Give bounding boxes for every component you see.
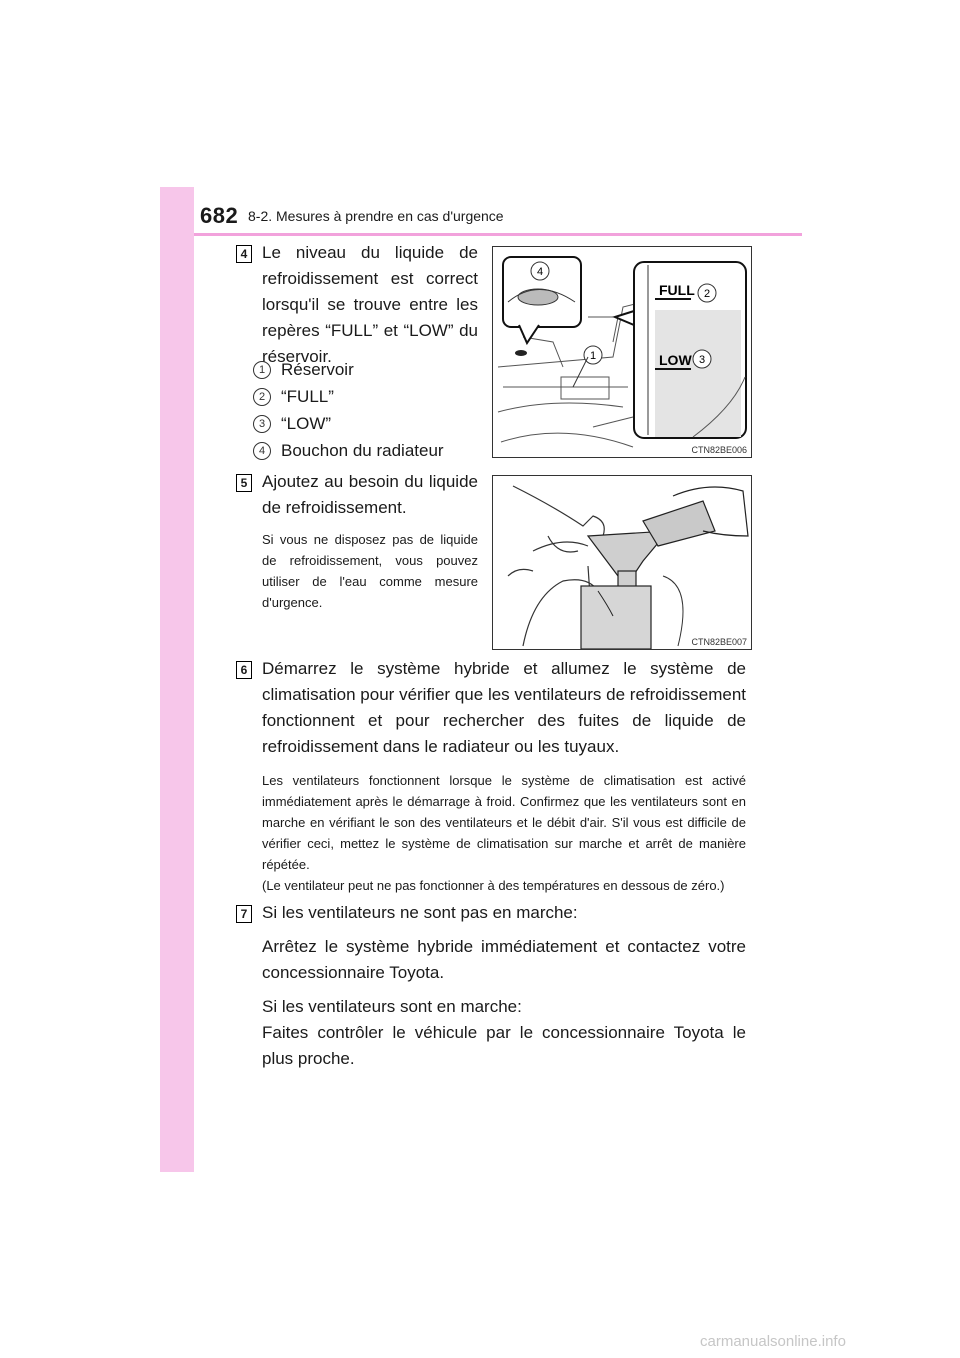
step-5-note: Si vous ne disposez pas de liquide de refroidissement, vous pouvez utiliser de l'eau comme mesure d'urgence.	[262, 532, 478, 610]
add-coolant-illustration	[493, 476, 751, 649]
step-5-paragraph: Ajoutez au besoin du liquide de refroidissement.	[262, 472, 478, 517]
watermark: carmanualsonline.info	[700, 1333, 846, 1350]
low-mark: LOW	[659, 352, 692, 368]
step-7-condition-1: Si les ventilateurs ne sont pas en marche:	[262, 903, 578, 922]
step-6-marker: 6	[236, 661, 252, 679]
figure-code: CTN82BE006	[691, 445, 747, 455]
section-title: 8-2. Mesures à prendre en cas d'urgence	[248, 208, 504, 224]
header-rule	[194, 233, 802, 236]
svg-text:3: 3	[698, 354, 706, 366]
step-6-note-1: Les ventilateurs fonctionnent lorsque le système de climatisation est activé immédiatement après le démarrage à froid. Confirmez que les ventilateurs sont en marche en vérifiant le son des ventilateurs et le débit d'air. S'il vous est difficile de vérifier ceci, mettez le système de climatisation sur marche et arrêt de manière répétée.	[262, 773, 746, 872]
page-number: 682	[200, 203, 239, 228]
step-5-marker: 5	[236, 474, 252, 492]
step-6-text	[262, 656, 746, 896]
step-4-paragraph: Le niveau du liquide de refroidissement est correct lorsqu'il se trouve entre les repères “FULL” et “LOW” du réservoir.	[262, 243, 478, 366]
svg-text:2: 2	[703, 288, 711, 300]
step-7-text	[262, 900, 746, 1072]
figure-code: CTN82BE007	[691, 637, 747, 647]
callout-2-marker: 2	[253, 388, 271, 406]
step-6-note-2: (Le ventilateur peut ne pas fonctionner à des températures en dessous de zéro.)	[262, 878, 725, 893]
reservoir-zoom-panel	[615, 262, 746, 438]
step-5-text	[262, 469, 478, 613]
full-mark: FULL	[659, 282, 695, 298]
svg-text:4: 4	[536, 266, 544, 278]
callout-1-marker: 1	[253, 361, 271, 379]
callout-2-label: “FULL”	[281, 387, 334, 406]
step-4-marker: 4	[236, 245, 252, 263]
coolant-reservoir-figure	[492, 246, 752, 458]
callout-3-label: “LOW”	[281, 414, 332, 433]
svg-text:1: 1	[589, 350, 597, 362]
callout-4-label: Bouchon du radiateur	[281, 441, 444, 460]
callout-3-marker: 3	[253, 415, 271, 433]
step-7-action-1: Arrêtez le système hybride immédiatement et contactez votre concessionnaire Toyota.	[262, 937, 746, 982]
step-4-text	[262, 240, 478, 370]
step-6-paragraph: Démarrez le système hybride et allumez le système de climatisation pour vérifier que les ventilateurs de refroidissement fonctionnent et pour rechercher des fuites de liquide de refroidissement dans le radiateur ou les tuyaux.	[262, 659, 746, 756]
add-coolant-figure	[492, 475, 752, 650]
step-7-action-2: Faites contrôler le véhicule par le concessionnaire Toyota le plus proche.	[262, 1023, 746, 1068]
callout-4-marker: 4	[253, 442, 271, 460]
step-7-condition-2: Si les ventilateurs sont en marche:	[262, 997, 522, 1016]
coolant-reservoir-illustration	[493, 247, 751, 457]
callout-1-label: Réservoir	[281, 360, 354, 379]
chapter-side-tab	[160, 187, 194, 1172]
step-7-marker: 7	[236, 905, 252, 923]
